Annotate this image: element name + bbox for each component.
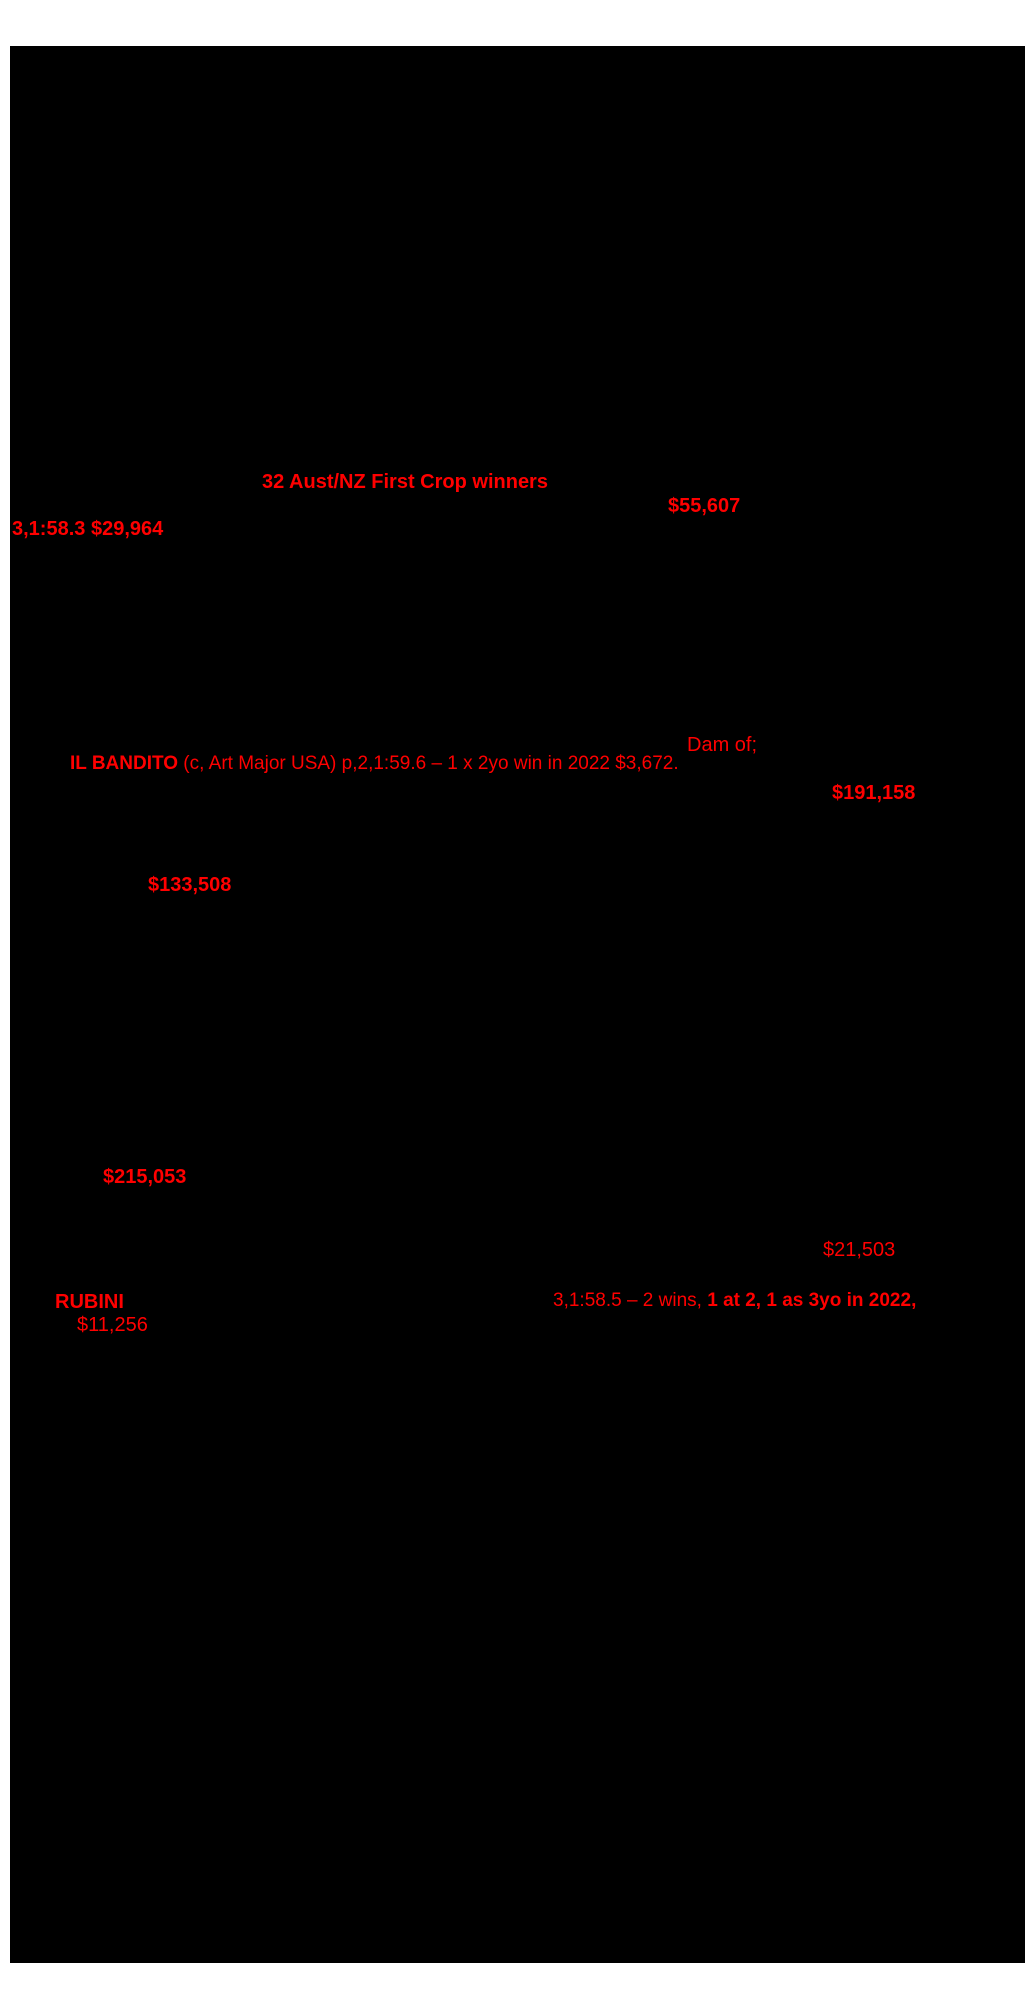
foal-name: IL BANDITO <box>70 753 179 774</box>
foal-race-details: (c, Art Major USA) p,2,1:59.6 – 1 x 2yo win in 2022 $3,672. <box>178 753 679 774</box>
foal-il-bandito-line <box>70 754 679 775</box>
record-and-earnings-value: 3,1:58.3 $29,964 <box>12 518 164 540</box>
dam-of-label: Dam of; <box>687 734 758 756</box>
earnings-value-191158: $191,158 <box>832 782 916 804</box>
earnings-value-21503: $21,503 <box>823 1239 896 1261</box>
earnings-value-11256: $11,256 <box>77 1314 148 1336</box>
first-crop-winners-note: 32 Aust/NZ First Crop winners <box>262 471 548 493</box>
earnings-value-215053: $215,053 <box>103 1166 187 1188</box>
earnings-value-133508: $133,508 <box>148 874 232 896</box>
mare-name-rubini: RUBINI <box>55 1291 124 1313</box>
mare-record-bold: 1 at 2, 1 as 3yo in 2022, <box>707 1290 917 1311</box>
redacted-content-block <box>10 46 1025 1963</box>
mare-race-record-line <box>553 1291 916 1312</box>
sire-earnings-value: $55,607 <box>668 495 741 517</box>
mare-record-plain: 3,1:58.5 – 2 wins, <box>553 1290 708 1311</box>
